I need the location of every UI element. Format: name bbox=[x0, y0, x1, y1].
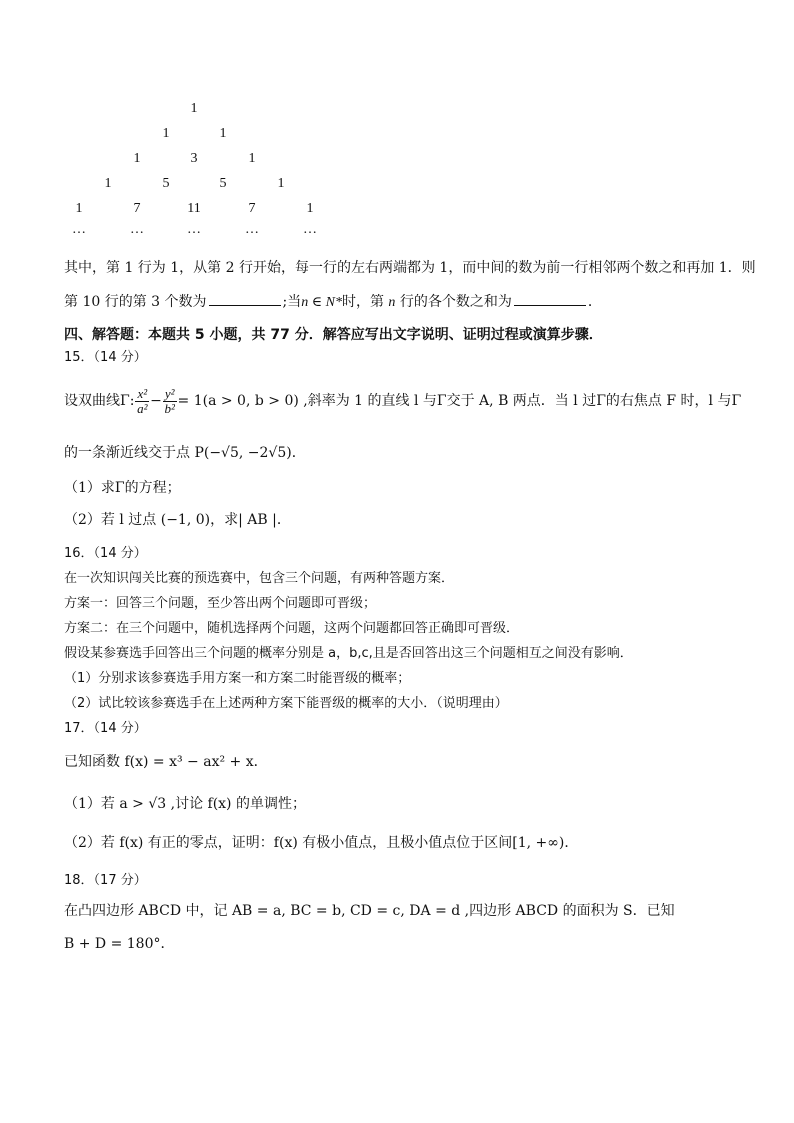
triangle-cell: … bbox=[187, 222, 201, 237]
intro-text: ． bbox=[587, 294, 602, 310]
question-17-part-1: （1）若 a > √3 ,讨论 f(x) 的单调性； bbox=[64, 796, 306, 812]
answer-blank[interactable] bbox=[514, 293, 586, 306]
question-15-part-1: （1）求Γ的方程； bbox=[64, 480, 181, 496]
triangle-cell: 3 bbox=[190, 151, 198, 166]
triangle-cell: 5 bbox=[219, 176, 227, 191]
question-15-line-1: 设双曲线Γ: $\frac{\text{x²}}{\text{a²}}$ − $\frac{\text{y²}}{\text{b²}}$ = 1(a > 0, b > 0) ,斜率为 1 的直线 l 与Γ交于 A, B 两点．当 l 过Γ的右焦点 F 时，l 与Γ bbox=[64, 385, 742, 416]
section-heading: 四、解答题：本题共 5 小题，共 77 分．解答应写出文字说明、证明过程或演算步骤． bbox=[64, 327, 603, 343]
intro-text: 时，第 bbox=[341, 294, 384, 310]
triangle-cell: 7 bbox=[133, 201, 141, 216]
triangle-cell: 1 bbox=[162, 126, 170, 141]
question-16-line-3: 方案二：在三个问题中，随机选择两个问题，这两个问题都回答正确即可晋级． bbox=[64, 621, 520, 636]
intro-text: ;当 bbox=[282, 294, 302, 310]
question-15-heading: 15．（14 分） bbox=[64, 350, 147, 365]
intro-text: 第 10 行的第 3 个数为 bbox=[64, 294, 207, 310]
triangle-cell: 1 bbox=[133, 151, 141, 166]
answer-blank[interactable] bbox=[209, 293, 281, 306]
triangle-cell: 1 bbox=[219, 126, 227, 141]
question-17-heading: 17．（14 分） bbox=[64, 721, 147, 736]
fraction-x2-a2: $\frac{\text{x²}}{\text{a²}}$ bbox=[137, 385, 148, 416]
intro-text: 行的各个数之和为 bbox=[399, 294, 512, 310]
question-16-heading: 16．（14 分） bbox=[64, 546, 147, 561]
triangle-cell: 11 bbox=[187, 201, 201, 216]
triangle-cell: … bbox=[72, 222, 86, 237]
question-16-line-2: 方案一：回答三个问题，至少答出两个问题即可晋级； bbox=[64, 596, 377, 611]
math-variable: n bbox=[388, 295, 396, 310]
question-16-part-2: （2）试比较该参赛选手在上述两种方案下能晋级的概率的大小．（说明理由） bbox=[64, 696, 508, 711]
triangle-cell: 5 bbox=[162, 176, 170, 191]
intro-line-1: 其中，第 1 行为 1，从第 2 行开始，每一行的左右两端都为 1，而中间的数为前一行相邻两个数之和再加 1．则 bbox=[64, 260, 756, 276]
question-18-line-1: 在凸四边形 ABCD 中，记 AB = a, BC = b, CD = c, DA = d ,四边形 ABCD 的面积为 S．已知 bbox=[64, 903, 675, 919]
fraction-y2-b2: $\frac{\text{y²}}{\text{b²}}$ bbox=[164, 385, 175, 416]
question-17-part-2: （2）若 f(x) 有正的零点，证明：f(x) 有极小值点，且极小值点位于区间[1, +∞)． bbox=[64, 835, 579, 851]
math-expression: n ∈ N* bbox=[301, 295, 342, 310]
triangle-cell: 1 bbox=[277, 176, 285, 191]
question-16-line-1: 在一次知识闯关比赛的预选赛中，包含三个问题，有两种答题方案． bbox=[64, 571, 455, 586]
question-18-line-2: B + D = 180°． bbox=[64, 936, 175, 952]
triangle-cell: … bbox=[130, 222, 144, 237]
triangle-cell: 1 bbox=[75, 201, 83, 216]
question-18-heading: 18．（17 分） bbox=[64, 873, 147, 888]
triangle-cell: 1 bbox=[306, 201, 314, 216]
triangle-cell: 1 bbox=[190, 101, 198, 116]
triangle-cell: 7 bbox=[248, 201, 256, 216]
question-16-line-4: 假设某参赛选手回答出三个问题的概率分别是 a，b,c,且是否回答出这三个问题相互之间没有影响． bbox=[64, 646, 633, 661]
triangle-cell: 1 bbox=[248, 151, 256, 166]
intro-line-2 bbox=[64, 293, 754, 312]
triangle-cell: … bbox=[303, 222, 317, 237]
question-15-line-2: 的一条渐近线交于点 P(−√5, −2√5)． bbox=[64, 445, 306, 461]
triangle-cell: … bbox=[245, 222, 259, 237]
question-15-part-2: （2）若 l 过点 (−1, 0)，求| AB |． bbox=[64, 512, 291, 528]
question-16-part-1: （1）分别求该参赛选手用方案一和方案二时能晋级的概率； bbox=[64, 671, 411, 686]
q15-text: 设双曲线Γ: bbox=[64, 393, 135, 409]
question-17-line-1: 已知函数 f(x) = x³ − ax² + x． bbox=[64, 754, 268, 770]
q15-text: = 1(a > 0, b > 0) ,斜率为 1 的直线 l 与Γ交于 A, B 两点．当 l 过Γ的右焦点 F 时，l 与Γ bbox=[177, 393, 742, 409]
triangle-cell: 1 bbox=[104, 176, 112, 191]
